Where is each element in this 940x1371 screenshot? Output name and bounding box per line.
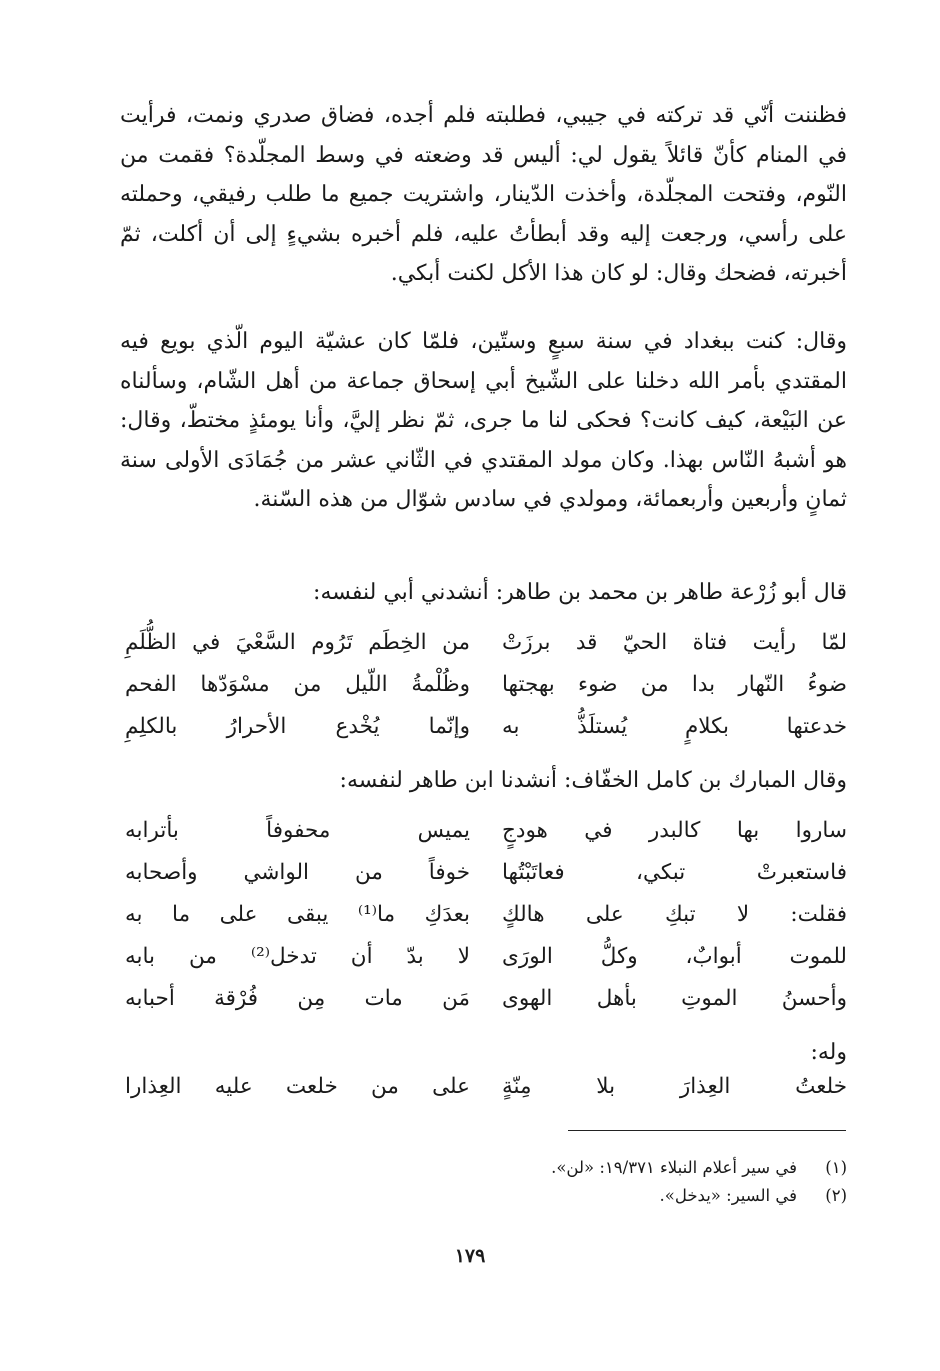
verse-first-hemistich: فقلت: لا تبكِ على هالكٍ [502,902,847,927]
verse-first-hemistich: وأحسنُ الموتِ بأهل الهوى [502,986,847,1011]
verse-line [125,630,847,672]
verse-first-hemistich: خدعتها بكلامٍ يُستلَذُّ به [502,714,847,739]
paragraph-2 [120,322,847,520]
verse-second-hemistich: لا بدّ أن تدخل⁽²⁾ من بابه [125,944,470,969]
verse-line [125,672,847,714]
poem-3 [125,1074,847,1116]
verse-line [125,902,847,944]
paragraph-1 [120,96,847,294]
verse-second-hemistich: من الخِطَم تَرُوم السَّعْيَ في الظُّلَمِ [125,630,470,655]
verse-second-hemistich: وإنّما يُخْدع الأحرارُ بالكلِمِ [125,714,470,739]
poem-2 [125,818,847,1028]
verse-first-hemistich: ساروا بها كالبدر في هودجٍ [502,818,847,843]
verse-first-hemistich: ضوءُ النّهار بدا من ضوء بهجتها [502,672,847,697]
footnote-text: في السير: «يدخل». [659,1186,797,1205]
verse-line [125,986,847,1028]
verse-line [125,1074,847,1116]
verse-second-hemistich: خوفاً من الواشي وأصحابه [125,860,470,885]
poem-2-intro: وقال المبارك بن كامل الخفّاف: أنشدنا ابن طاهر لنفسه: [339,768,847,793]
footnote-item [551,1182,847,1210]
page-number: ١٧٩ [454,1245,486,1267]
poem-1-intro: قال أبو زُرْعة طاهر بن محمد بن طاهر: أنشدني أبي لنفسه: [313,580,847,605]
poem-3-intro: وله: [810,1040,847,1065]
paragraph-1-text: فظننت أنّي قد تركته في جيبي، فطلبته فلم أجده، فضاق صدري ونمت، فرأيت في المنام كأنّ قائلاً يقول لي: أليس قد وضعته في وسط المجلّدة؟ فقمت من النّوم، وفتحت المجلّدة، وأخذت الدّينار، واشتريت جميع ما طلب رفيقي، وحملته على رأسي، ورجعت إليه وقد أبطأتُ عليه، فلم أخبره بشيءٍ إلى أن أكلت، ثمّ أخبرته، فضحك وقال: لو كان هذا الأكل لكنت أبكي. [120,103,847,286]
footnotes [551,1154,847,1210]
verse-first-hemistich: لمّا رأيت فتاة الحيّ قد برزَتْ [502,630,847,655]
verse-line [125,860,847,902]
verse-line [125,944,847,986]
verse-second-hemistich: على من خلعت عليه العِذارا [125,1074,470,1099]
verse-second-hemistich: بعدَكِ ما⁽¹⁾ يبقى على ما به [125,902,470,927]
footnote-item [551,1154,847,1182]
poem-1 [125,630,847,756]
verse-first-hemistich: فاستعبرتْ تبكي، فعاتَبْتُها [502,860,847,885]
verse-second-hemistich: وظُلْمةُ اللّيل من مسْوَدّها الفحم [125,672,470,697]
verse-second-hemistich: يميس محفوفاً بأترابه [125,818,470,843]
footnote-separator [568,1130,846,1131]
verse-second-hemistich: مَن مات مِن فُرْقة أحبابه [125,986,470,1011]
footnote-number: (٢) [825,1186,847,1205]
footnote-text: في سير أعلام النبلاء ١٩/٣٧١: «لن». [551,1158,797,1177]
verse-line [125,714,847,756]
verse-first-hemistich: للموت أبوابٌ، وكلُّ الورَى [502,944,847,969]
paragraph-2-text: وقال: كنت ببغداد في سنة سبعٍ وستّين، فلمّا كان عشيّة اليوم الّذي بويع فيه المقتدي بأمر الله دخلنا على الشّيخ أبي إسحاق جماعة من أهل الشّام، وسألناه عن البَيْعة، كيف كانت؟ فحكى لنا ما جرى، ثمّ نظر إليَّ، وأنا يومئذٍ مختطّ، وقال: هو أشبهُ النّاس بهذا. وكان مولد المقتدي في الثّاني عشر من جُمَادَى الأولى سنة ثمانٍ وأربعين وأربعمائة، ومولدي في سادس شوّال من هذه السّنة. [120,329,847,512]
footnote-number: (١) [825,1158,847,1177]
verse-line [125,818,847,860]
verse-first-hemistich: خلعتُ العِذارَ بلا مِنّةٍ [502,1074,847,1099]
